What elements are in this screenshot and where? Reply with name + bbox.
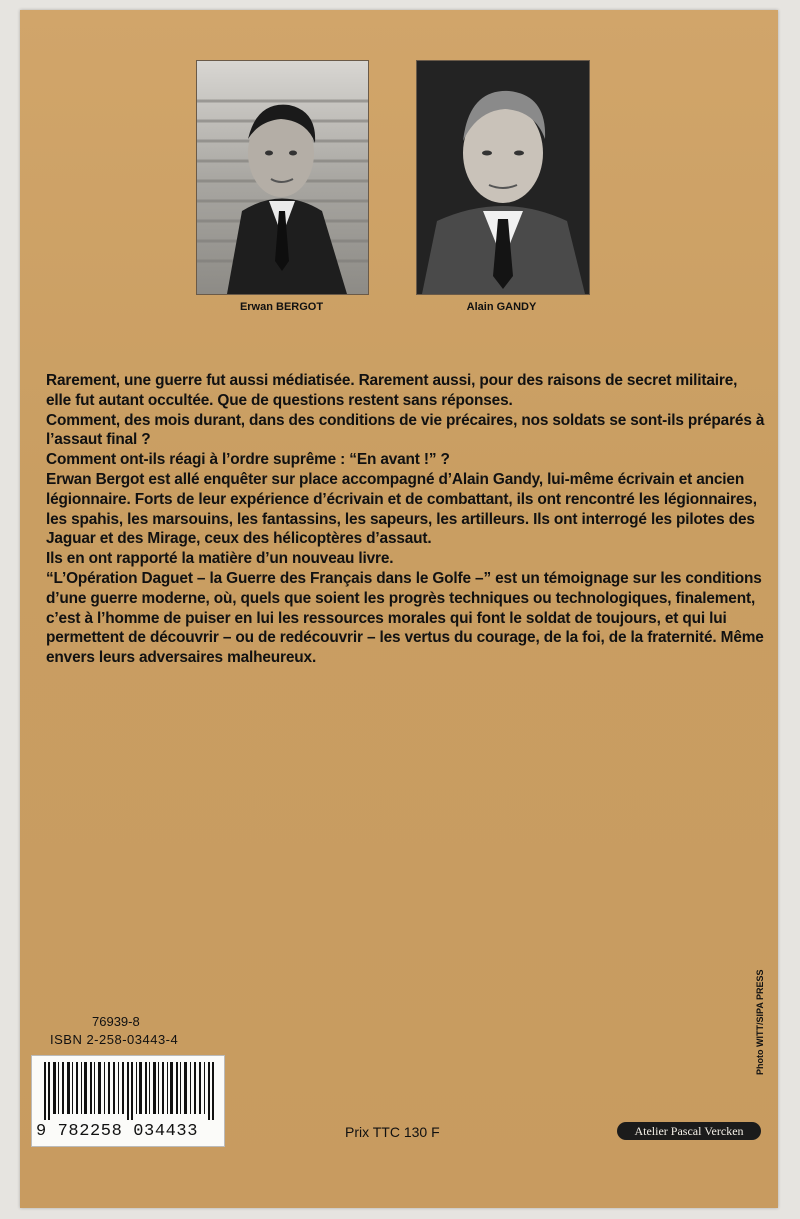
- photo-credit: Photo WITT/SIPA PRESS: [755, 969, 765, 1075]
- blurb-paragraph: Erwan Bergot est allé enquêter sur place accompagné d’Alain Gandy, lui-même écrivain et ancien légionnaire. Forts de leur expérience d’écrivain et de combattant, ils ont rencontré les légionnaires, les spahis, les marsouins, les fantassins, les sapeurs, les artilleurs. Ils ont interrogé les pilotes des Jaguar et des Mirage, ceux des hélicoptères d’assaut.: [46, 470, 757, 548]
- author-caption-bergot: Erwan BERGOT: [239, 301, 324, 313]
- portrait-figure-icon: [197, 61, 368, 294]
- barcode-bars-icon: [44, 1062, 214, 1120]
- blurb-paragraph: Ils en ont rapporté la matière d’un nouveau livre.: [46, 550, 394, 568]
- blurb-paragraph: Comment ont-ils réagi à l’ordre suprême : “En avant !” ?: [46, 451, 450, 469]
- blurb-paragraph: “L’Opération Daguet – la Guerre des Français dans le Golfe –” est un témoignage sur les conditions d’une guerre moderne, où, quels que soient les progrès techniques ou technologiques, finalement, c’est à l’homme de puiser en lui les ressources morales qui font le soldat de toujours, et qui lui permettent de découvrir – ou de redécouvrir – les vertus du courage, de la foi, de la fraternité. Même envers leurs adversaires malheureux.: [46, 569, 764, 667]
- blurb-text: [46, 371, 766, 668]
- blurb-paragraph: Rarement, une guerre fut aussi médiatisée. Rarement aussi, pour des raisons de secret militaire, elle fut autant occultée. Que de questions restent sans réponses.: [46, 372, 738, 409]
- price-label: Prix TTC 130 F: [345, 1124, 440, 1140]
- book-back-cover: [20, 10, 778, 1208]
- barcode: [31, 1055, 225, 1147]
- blurb-paragraph: Comment, des mois durant, dans des conditions de vie précaires, nos soldats se sont-ils préparés à l’assaut final ?: [46, 411, 765, 449]
- barcode-digits: 9 782258 034433: [36, 1122, 199, 1141]
- author-photo-bergot: [196, 60, 369, 295]
- author-caption-gandy: Alain GANDY: [466, 301, 537, 313]
- author-photo-gandy: [416, 60, 590, 295]
- reference-number: 76939-8: [92, 1014, 140, 1029]
- isbn-number: ISBN 2-258-03443-4: [50, 1032, 179, 1047]
- publisher-label: Atelier Pascal Vercken: [617, 1122, 761, 1140]
- portrait-figure-icon: [417, 61, 589, 294]
